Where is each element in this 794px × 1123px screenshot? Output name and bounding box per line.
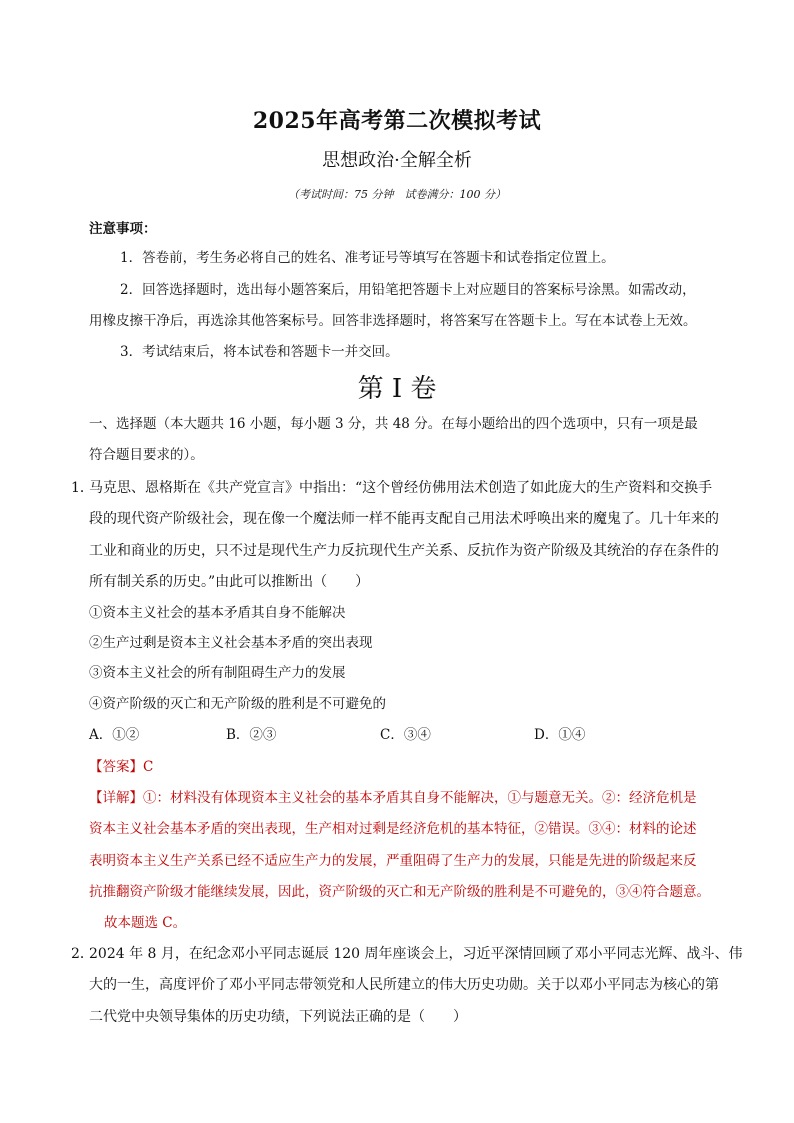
exam-subtitle: 思想政治·全解全析 bbox=[322, 150, 472, 171]
detail-line-1 bbox=[89, 782, 697, 815]
detail-text-1: ①：材料没有体现资本主义社会的基本矛盾其自身不能解决，①与题意无关。②：经济危机是 bbox=[143, 790, 697, 806]
section-line-1: 一、选择题（本大题共 16 小题，每小题 3 分，共 48 分。在每小题给出的四个选项中，只有一项是最 bbox=[89, 416, 698, 432]
section-line-2: 符合题目要求的）。 bbox=[89, 447, 204, 463]
answer-label: 【答案】C bbox=[89, 759, 154, 775]
question-1-line-3: 工业和商业的历史，只不过是现代生产力反抗现代生产关系、反抗作为资产阶级及其统治的存在条件的 bbox=[89, 543, 719, 559]
notice-item-2-line-1: 2．回答选择题时，选出每小题答案后，用铅笔把答题卡上对应题目的答案标号涂黑。如需改动， bbox=[120, 282, 696, 298]
statement-1: ①资本主义社会的基本矛盾其自身不能解决 bbox=[89, 605, 346, 621]
exam-info: （考试时间：75 分钟 试卷满分：100 分） bbox=[288, 188, 506, 201]
statement-2: ②生产过剩是资本主义社会基本矛盾的突出表现 bbox=[89, 635, 373, 651]
detail-label: 【详解】 bbox=[89, 790, 143, 806]
option-b: B．②③ bbox=[226, 727, 277, 743]
question-number: 2． bbox=[71, 946, 94, 962]
question-1-line-4: 所有制关系的历史。”由此可以推断出（ ） bbox=[89, 574, 370, 590]
volume-heading: 第 I 卷 bbox=[357, 374, 437, 404]
detail-line-3: 表明资本主义生产关系已经不适应生产力的发展，严重阻碍了生产力的发展，只能是先进的阶级起来反 bbox=[89, 853, 697, 869]
question-1-line-1: 马克思、恩格斯在《共产党宣言》中指出：“这个曾经仿佛用法术创造了如此庞大的生产资料和交换手 bbox=[89, 480, 713, 496]
detail-conclusion: 故本题选 C。 bbox=[104, 915, 187, 931]
question-2-line-2: 大的一生，高度评价了邓小平同志带领党和人民所建立的伟大历史功勋。关于以邓小平同志为核心的第 bbox=[89, 977, 719, 993]
option-c: C．③④ bbox=[380, 727, 431, 743]
question-number: 1． bbox=[71, 480, 94, 496]
statement-4: ④资产阶级的灭亡和无产阶级的胜利是不可避免的 bbox=[89, 696, 386, 712]
question-1-line-2: 段的现代资产阶级社会，现在像一个魔法师一样不能再支配自己用法术呼唤出来的魔鬼了。几十年来的 bbox=[89, 511, 719, 527]
notice-item-1: 1．答卷前，考生务必将自己的姓名、准考证号等填写在答题卡和试卷指定位置上。 bbox=[120, 250, 615, 266]
question-2-line-1: 2024 年 8 月，在纪念邓小平同志诞辰 120 周年座谈会上，习近平深情回顾了邓小平同志光辉、战斗、伟 bbox=[89, 946, 743, 962]
notice-heading: 注意事项： bbox=[89, 221, 157, 237]
statement-3: ③资本主义社会的所有制阻碍生产力的发展 bbox=[89, 665, 346, 681]
exam-title: 2025年高考第二次模拟考试 bbox=[252, 108, 542, 134]
question-2-line-3: 二代党中央领导集体的历史功绩，下列说法正确的是（ ） bbox=[89, 1009, 467, 1025]
option-a: A．①② bbox=[89, 727, 140, 743]
option-d: D．①④ bbox=[534, 727, 586, 743]
notice-item-3: 3．考试结束后，将本试卷和答题卡一并交回。 bbox=[120, 344, 399, 360]
detail-line-4: 抗推翻资产阶级才能继续发展，因此，资产阶级的灭亡和无产阶级的胜利是不可避免的，③④符合题意。 bbox=[89, 884, 710, 900]
detail-line-2: 资本主义社会基本矛盾的突出表现，生产相对过剩是经济危机的基本特征，②错误。③④：材料的论述 bbox=[89, 821, 697, 837]
notice-item-2-line-2: 用橡皮擦干净后，再选涂其他答案标号。回答非选择题时，将答案写在答题卡上。写在本试卷上无效。 bbox=[89, 313, 697, 329]
